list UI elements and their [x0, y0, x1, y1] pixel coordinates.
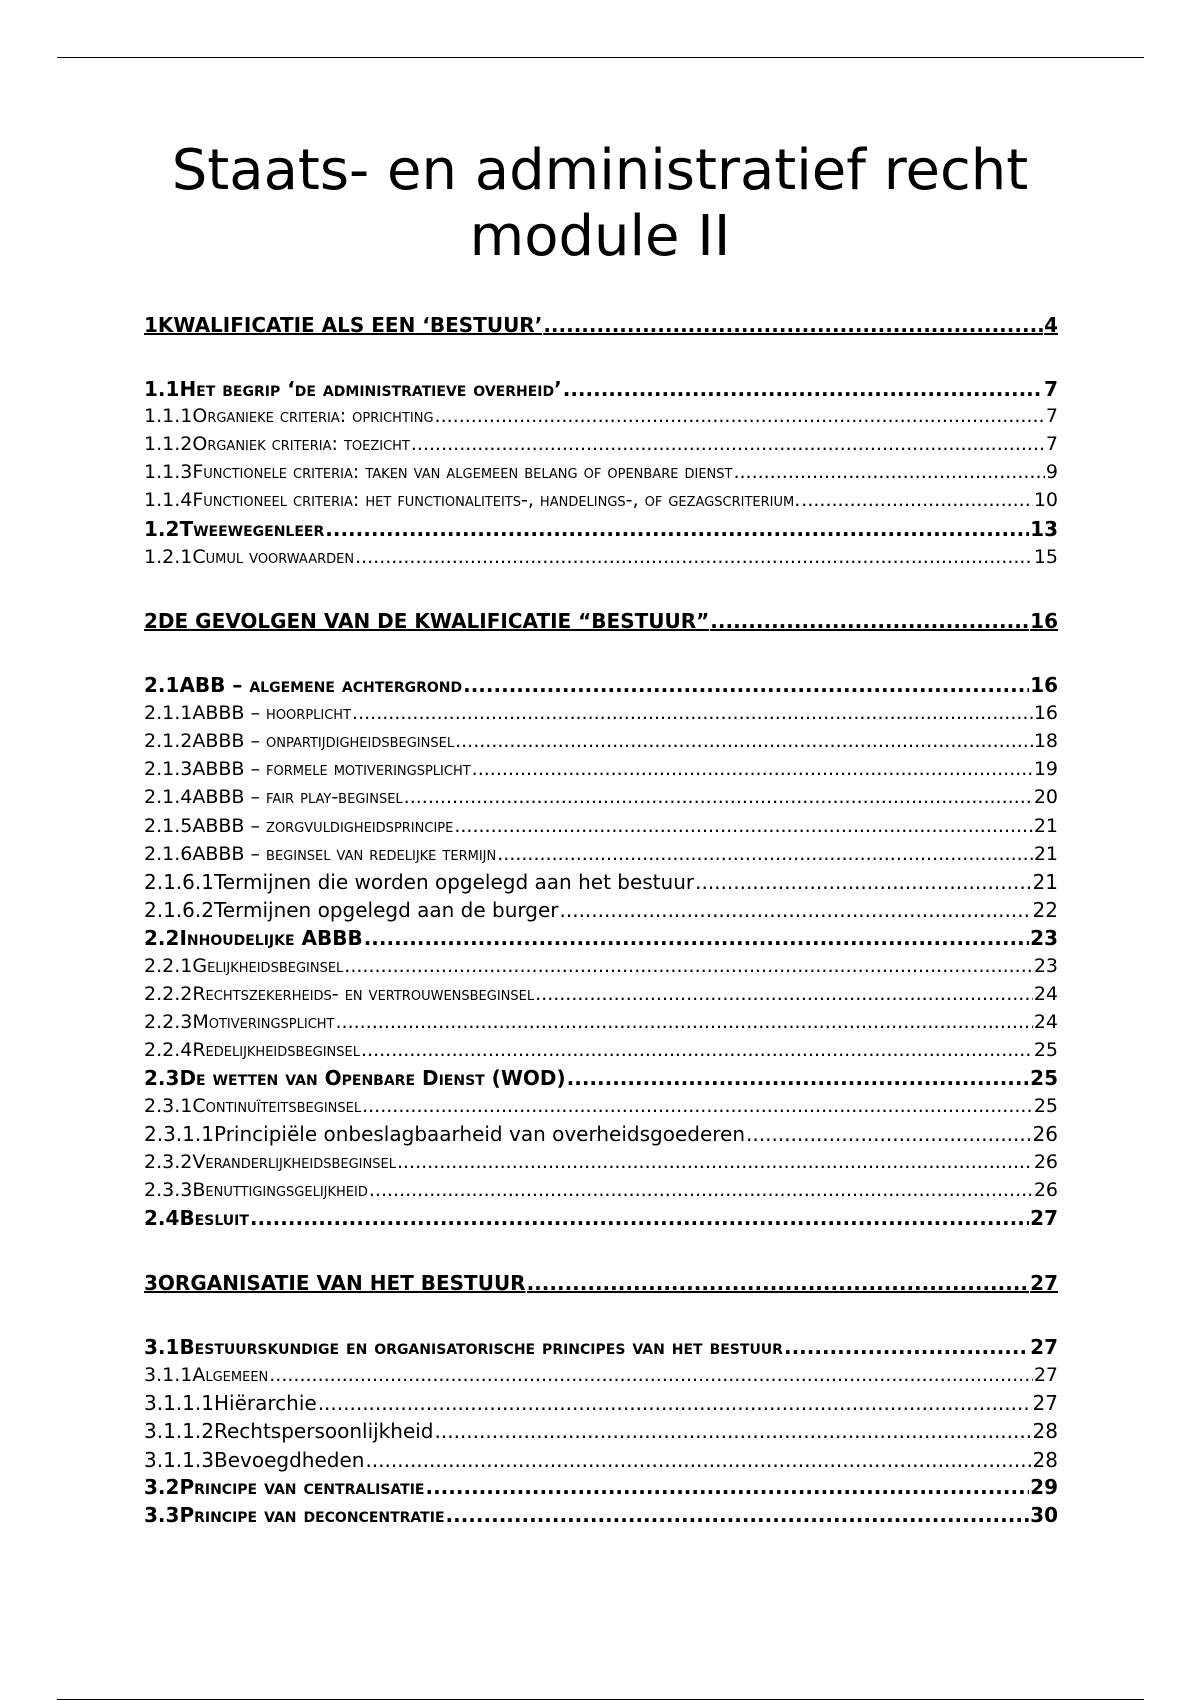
toc-entry[interactable] — [144, 1177, 1058, 1203]
toc-entry-page-number: 16 — [1033, 702, 1058, 724]
toc-entry-number: 2.3.2 — [144, 1151, 193, 1173]
toc-entry[interactable] — [144, 608, 1058, 634]
toc-entry[interactable] — [144, 841, 1058, 867]
toc-entry-number: 2.4 — [144, 1206, 180, 1230]
toc-entry-label: Bevoegdheden — [213, 1448, 365, 1472]
toc-leader-dots — [454, 813, 1032, 839]
toc-entry-page-number: 15 — [1033, 546, 1058, 568]
toc-leader-dots — [336, 1009, 1033, 1035]
toc-entry[interactable] — [144, 1474, 1058, 1500]
toc-leader-dots — [404, 784, 1033, 810]
toc-leader-dots — [325, 516, 1029, 542]
toc-entry-page-number: 16 — [1030, 609, 1058, 633]
toc-entry-page-number: 27 — [1032, 1391, 1058, 1415]
toc-leader-dots — [463, 672, 1029, 698]
toc-entry-page-number: 24 — [1033, 1011, 1058, 1033]
toc-entry-number: 2.1.6 — [144, 843, 193, 865]
toc-entry-label: KWALIFICATIE ALS EEN ‘BESTUUR’ — [157, 313, 543, 337]
toc-entry-label: Rechtszekerheids- en vertrouwensbeginsel — [192, 983, 535, 1005]
toc-entry-number: 1.2 — [144, 517, 180, 541]
toc-entry-label: Functioneel criteria: het functionaliteits-, handelings-, of gezagscriterium. — [192, 489, 801, 511]
toc-entry[interactable] — [144, 925, 1058, 951]
toc-leader-dots — [269, 1362, 1033, 1388]
toc-entry-number: 2.3.1 — [144, 1095, 193, 1117]
toc-entry-number: 1.1.3 — [144, 461, 193, 483]
toc-entry[interactable] — [144, 1205, 1058, 1231]
toc-entry-page-number: 18 — [1033, 730, 1058, 752]
document-title — [0, 138, 1200, 270]
top-rule — [57, 57, 1144, 58]
toc-entry-label: Besluit — [179, 1206, 249, 1230]
toc-leader-dots — [527, 1270, 1030, 1296]
toc-leader-dots — [567, 1065, 1030, 1091]
toc-entry-label: Rechtspersoonlijkheid — [213, 1419, 434, 1443]
toc-entry-page-number: 23 — [1033, 955, 1058, 977]
toc-leader-dots — [425, 1474, 1029, 1500]
toc-entry-page-number: 25 — [1030, 1066, 1058, 1090]
toc-leader-dots — [397, 1149, 1033, 1175]
title-line-1: Staats- en administratief recht — [171, 138, 1029, 203]
toc-entry-number: 2.1.6.1 — [144, 870, 214, 894]
toc-entry-number: 2.1 — [144, 673, 180, 697]
toc-entry[interactable] — [144, 981, 1058, 1007]
toc-leader-dots — [435, 403, 1045, 429]
toc-entry[interactable] — [144, 869, 1058, 895]
toc-entry-page-number: 13 — [1030, 517, 1058, 541]
toc-entry[interactable] — [144, 1447, 1058, 1473]
toc-entry-page-number: 30 — [1030, 1503, 1058, 1527]
toc-entry-label: Benuttigingsgelijkheid — [192, 1179, 368, 1201]
toc-entry-label: Inhoudelijke ABBB — [179, 926, 363, 950]
toc-entry-number: 1.1.2 — [144, 433, 193, 455]
toc-entry-number: 2.1.1 — [144, 702, 193, 724]
toc-entry-page-number: 27 — [1030, 1335, 1058, 1359]
toc-entry-page-number: 20 — [1033, 786, 1058, 808]
toc-entry-page-number: 26 — [1033, 1151, 1058, 1173]
toc-entry-label: Termijnen die worden opgelegd aan het bestuur — [213, 870, 695, 894]
toc-entry-page-number: 21 — [1032, 870, 1058, 894]
toc-leader-dots — [361, 1037, 1033, 1063]
toc-entry-label: Motiveringsplicht — [192, 1011, 335, 1033]
toc-entry-page-number: 23 — [1030, 926, 1058, 950]
toc-entry-number: 3 — [144, 1271, 158, 1295]
toc-leader-dots — [364, 925, 1029, 951]
toc-entry-page-number: 21 — [1033, 815, 1058, 837]
toc-entry[interactable] — [144, 403, 1058, 429]
toc-entry-label: Organiek criteria: toezicht — [192, 433, 410, 455]
toc-entry-page-number: 7 — [1045, 405, 1058, 427]
toc-entry-page-number: 10 — [1033, 489, 1058, 511]
toc-entry-number: 3.1.1.1 — [144, 1391, 214, 1415]
toc-entry-label: DE GEVOLGEN VAN DE KWALIFICATIE “BESTUUR” — [157, 609, 710, 633]
toc-entry-label: ABBB – beginsel van redelijke termijn — [192, 843, 497, 865]
toc-leader-dots — [535, 981, 1033, 1007]
toc-entry-number: 1 — [144, 313, 158, 337]
toc-entry-label: Continuïteitsbeginsel — [192, 1095, 362, 1117]
toc-leader-dots — [543, 312, 1043, 338]
toc-leader-dots — [455, 728, 1033, 754]
toc-leader-dots — [365, 1447, 1031, 1473]
toc-leader-dots — [435, 1418, 1032, 1444]
toc-entry-label: Tweewegenleer — [179, 517, 325, 541]
toc-entry-number: 2.2.3 — [144, 1011, 193, 1033]
toc-entry-page-number: 27 — [1030, 1271, 1058, 1295]
toc-entry[interactable] — [144, 897, 1058, 923]
toc-entry[interactable] — [144, 1093, 1058, 1119]
toc-entry[interactable] — [144, 700, 1058, 726]
toc-leader-dots — [801, 487, 1033, 513]
toc-entry-number: 3.1.1 — [144, 1364, 193, 1386]
toc-entry-number: 3.1.1.3 — [144, 1448, 214, 1472]
toc-entry-number: 1.1.1 — [144, 405, 193, 427]
toc-entry-page-number: 9 — [1045, 461, 1058, 483]
toc-entry-number: 2.1.6.2 — [144, 898, 214, 922]
toc-entry-number: 2.1.2 — [144, 730, 193, 752]
toc-entry-page-number: 29 — [1030, 1475, 1058, 1499]
toc-entry[interactable] — [144, 516, 1058, 542]
toc-leader-dots — [352, 700, 1033, 726]
toc-entry-number: 2.2.1 — [144, 955, 193, 977]
toc-entry-page-number: 16 — [1030, 673, 1058, 697]
toc-entry-number: 3.1 — [144, 1335, 180, 1359]
toc-entry[interactable] — [144, 376, 1058, 402]
toc-leader-dots — [362, 1093, 1033, 1119]
toc-entry-label: Bestuurskundige en organisatorische principes van het bestuur — [179, 1335, 783, 1359]
toc-entry-label: ABBB – onpartijdigheidsbeginsel — [192, 730, 455, 752]
toc-entry-number: 1.1 — [144, 377, 180, 401]
toc-entry-number: 2.2.4 — [144, 1039, 193, 1061]
toc-entry-page-number: 22 — [1032, 898, 1058, 922]
toc-entry[interactable] — [144, 431, 1058, 457]
toc-entry-label: Principe van centralisatie — [179, 1475, 425, 1499]
toc-entry-label: Algemeen — [192, 1364, 269, 1386]
toc-entry-number: 2.2.2 — [144, 983, 193, 1005]
toc-entry[interactable] — [144, 728, 1058, 754]
toc-entry[interactable] — [144, 487, 1058, 513]
toc-entry[interactable] — [144, 544, 1058, 570]
toc-entry-label: Veranderlijkheidsbeginsel — [192, 1151, 396, 1173]
toc-leader-dots — [563, 376, 1043, 402]
toc-entry[interactable] — [144, 459, 1058, 485]
toc-entry[interactable] — [144, 1270, 1058, 1296]
toc-entry[interactable] — [144, 1149, 1058, 1175]
toc-entry-label: Principe van deconcentratie — [179, 1503, 445, 1527]
toc-entry-number: 1.2.1 — [144, 546, 193, 568]
toc-entry-label: De wetten van Openbare Dienst (WOD) — [179, 1066, 566, 1090]
toc-entry-number: 2.1.3 — [144, 758, 193, 780]
toc-entry-label: ABB – algemene achtergrond — [179, 673, 463, 697]
toc-leader-dots — [710, 608, 1029, 634]
toc-leader-dots — [784, 1334, 1029, 1360]
toc-entry-label: Hiërarchie — [213, 1391, 317, 1415]
toc-entry-page-number: 25 — [1033, 1039, 1058, 1061]
toc-entry-label: Het begrip ‘de administratieve overheid’ — [179, 377, 562, 401]
toc-entry-number: 3.1.1.2 — [144, 1419, 214, 1443]
toc-entry[interactable] — [144, 1362, 1058, 1388]
toc-leader-dots — [318, 1390, 1032, 1416]
toc-entry-page-number: 28 — [1032, 1448, 1058, 1472]
toc-entry-page-number: 7 — [1045, 433, 1058, 455]
toc-entry-number: 3.3 — [144, 1503, 180, 1527]
toc-entry-page-number: 27 — [1033, 1364, 1058, 1386]
toc-leader-dots — [344, 953, 1033, 979]
toc-entry-page-number: 21 — [1033, 843, 1058, 865]
toc-entry-label: Organieke criteria: oprichting — [192, 405, 434, 427]
toc-entry-label: ORGANISATIE VAN HET BESTUUR — [157, 1271, 526, 1295]
toc-entry-label: ABBB – zorgvuldigheidsprincipe — [192, 815, 454, 837]
toc-entry-label: Termijnen opgelegd aan de burger — [213, 898, 559, 922]
toc-leader-dots — [746, 1121, 1032, 1147]
toc-leader-dots — [733, 459, 1044, 485]
toc-entry-number: 2.3 — [144, 1066, 180, 1090]
toc-entry-number: 3.2 — [144, 1475, 180, 1499]
toc-entry[interactable] — [144, 1121, 1058, 1147]
toc-entry[interactable] — [144, 813, 1058, 839]
toc-entry-label: Gelijkheidsbeginsel — [192, 955, 344, 977]
toc-entry[interactable] — [144, 672, 1058, 698]
toc-entry[interactable] — [144, 1037, 1058, 1063]
toc-entry[interactable] — [144, 1009, 1058, 1035]
toc-entry-page-number: 26 — [1032, 1122, 1058, 1146]
toc-entry-page-number: 26 — [1033, 1179, 1058, 1201]
toc-entry-page-number: 24 — [1033, 983, 1058, 1005]
toc-entry[interactable] — [144, 953, 1058, 979]
toc-entry[interactable] — [144, 1390, 1058, 1416]
toc-leader-dots — [369, 1177, 1033, 1203]
toc-entry-page-number: 7 — [1044, 377, 1058, 401]
toc-leader-dots — [250, 1205, 1029, 1231]
toc-entry-label: Functionele criteria: taken van algemeen belang of openbare dienst — [192, 461, 733, 483]
toc-entry-page-number: 4 — [1044, 313, 1058, 337]
toc-entry[interactable] — [144, 1065, 1058, 1091]
toc-entry-label: ABBB – fair play-beginsel — [192, 786, 403, 808]
toc-entry-number: 2.1.5 — [144, 815, 193, 837]
title-line-2: module II — [469, 204, 731, 269]
toc-entry[interactable] — [144, 1418, 1058, 1444]
toc-entry-page-number: 25 — [1033, 1095, 1058, 1117]
toc-leader-dots — [560, 897, 1032, 923]
toc-entry-label: Principiële onbeslagbaarheid van overheidsgoederen — [213, 1122, 746, 1146]
toc-entry-number: 2.3.3 — [144, 1179, 193, 1201]
toc-entry[interactable] — [144, 1334, 1058, 1360]
toc-entry[interactable] — [144, 312, 1058, 338]
toc-leader-dots — [695, 869, 1031, 895]
toc-leader-dots — [446, 1502, 1030, 1528]
toc-entry-page-number: 28 — [1032, 1419, 1058, 1443]
toc-entry[interactable] — [144, 1502, 1058, 1528]
toc-entry[interactable] — [144, 756, 1058, 782]
toc-entry-number: 2.2 — [144, 926, 180, 950]
toc-entry[interactable] — [144, 784, 1058, 810]
toc-entry-number: 2.3.1.1 — [144, 1122, 214, 1146]
toc-entry-label: ABBB – formele motiveringsplicht — [192, 758, 471, 780]
toc-entry-label: ABBB – hoorplicht — [192, 702, 352, 724]
toc-leader-dots — [411, 431, 1045, 457]
toc-entry-label: Redelijkheidsbeginsel — [192, 1039, 360, 1061]
toc-entry-page-number: 19 — [1033, 758, 1058, 780]
toc-leader-dots — [472, 756, 1033, 782]
toc-entry-page-number: 27 — [1030, 1206, 1058, 1230]
toc-entry-number: 2.1.4 — [144, 786, 193, 808]
toc-leader-dots — [355, 544, 1033, 570]
toc-leader-dots — [497, 841, 1033, 867]
toc-entry-number: 1.1.4 — [144, 489, 193, 511]
toc-entry-number: 2 — [144, 609, 158, 633]
toc-entry-label: Cumul voorwaarden — [192, 546, 355, 568]
